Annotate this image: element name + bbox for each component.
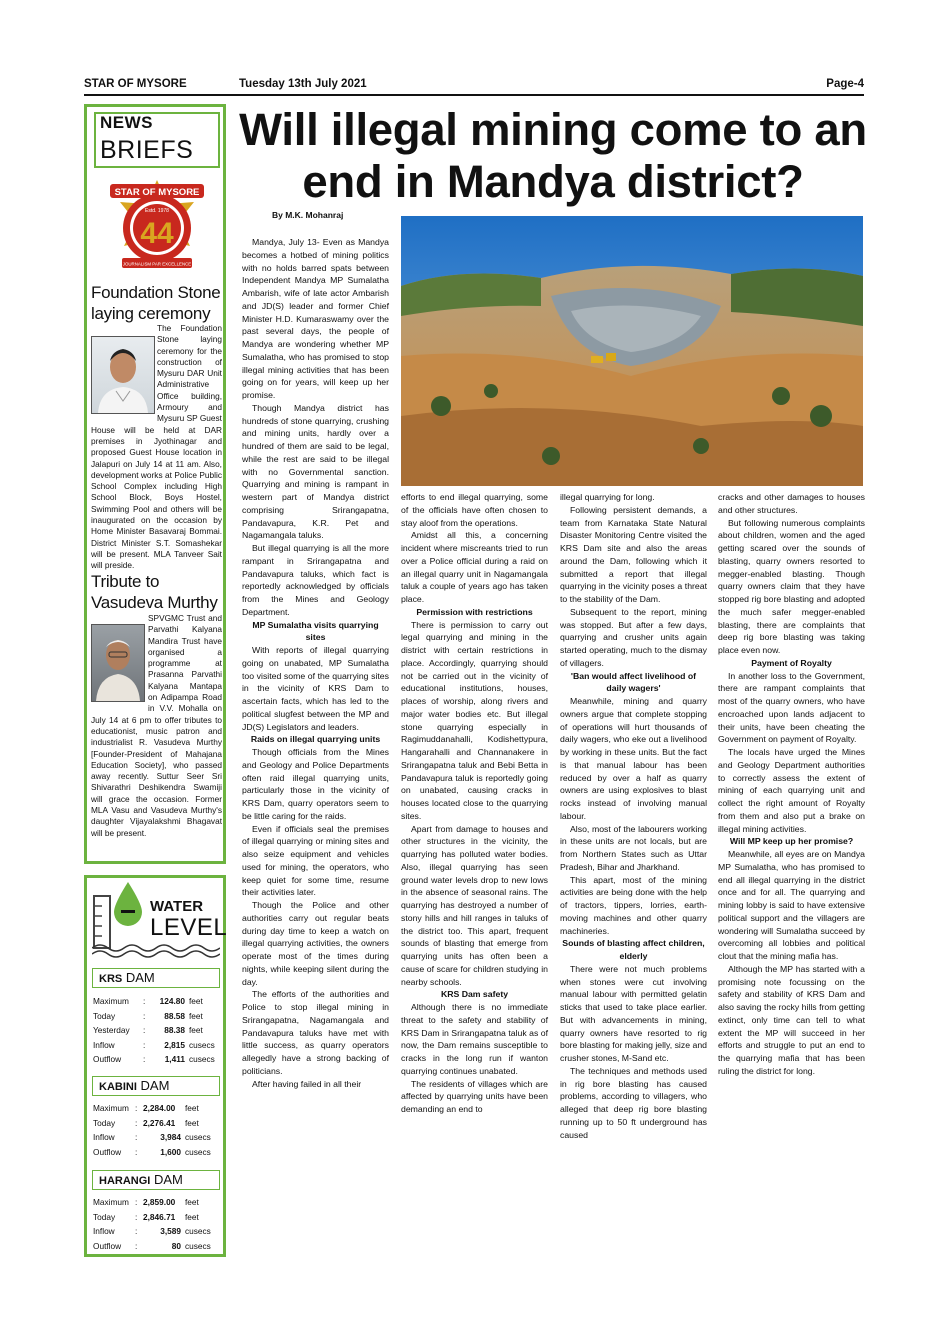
dam-header-kabini: KABINI DAM (92, 1076, 220, 1096)
byline: By M.K. Mohanraj (272, 210, 344, 220)
subheading: Raids on illegal quarrying units (250, 734, 381, 745)
table-row: Today : 2,276.41 feet (93, 1117, 199, 1128)
article-column-3 (560, 491, 707, 1141)
subheading: Will MP keep up her promise? (729, 836, 854, 847)
paragraph: The residents of villages which are affected by quarrying units have been demanding an end to (401, 1078, 548, 1114)
level-label: LEVEL (150, 914, 228, 941)
table-row: Inflow : 3,589 cusecs (93, 1226, 211, 1237)
masthead (84, 78, 864, 92)
subheading: Sounds of blasting affect children, elderly (562, 938, 705, 961)
article-column-4 (718, 491, 865, 1078)
table-row: Maximum : 124.80 feet (93, 996, 203, 1006)
paragraph: Also, most of the labourers working in these units are not locals, but are from Northern States such as Uttar Pradesh, Bihar and Jharkhand. (560, 823, 707, 872)
brief-text-foundation: The Foundation Stone laying ceremony for the construction of Mysuru DAR Unit Administrative Office building, Armoury and Mysuru SP Guest House will be held at DAR premises in Jyothinagar and proposed Guest House location in Jalapuri on July 14 at 11 am. Also, development works at Police Public School Complex including High School Block, Boys Hostel, Swimming Pool and others will be inaugurated on the occasion by Home Minister Basavaraj Bommai. District Minister S.T. Somashekar will be present. MLA Tanveer Sait will preside. (91, 323, 222, 571)
subheading: MP Sumalatha visits quarrying sites (252, 619, 379, 643)
table-row: Maximum : 2,284.00 feet (93, 1103, 199, 1113)
paragraph: Even if officials seal the premises of illegal quarrying or mining sites and also seize equipment and vehicles used for mining, the operators, who keep quiet for some time, resume their activities later. (242, 823, 389, 898)
paragraph: After having failed in all their (252, 1078, 362, 1089)
paragraph: Although the MP has started with a promising note focussing on the safety and stability of KRS Dam and also saving the rocky hills from getting extinct, only time can tell to what extent the MP will succeed in her efforts and struggle to put an end to the quarrying mafia that has been ruling the district for long. (718, 963, 865, 1076)
article-column-2 (401, 491, 548, 1116)
paragraph: Amidst all this, a concerning incident where miscreants tried to run over a Police official during a raid on an illegal quarry unit in Nagamangala taluk a couple of years ago has taken place. (401, 530, 548, 604)
article-column-1 (242, 236, 389, 1090)
paragraph: illegal quarrying for long. (560, 492, 655, 502)
paragraph: Apart from damage to houses and other structures in the vicinity, the quarrying has polluted water bodies. Also, illegal quarrying has seen ground water levels drop to new lows in the absence of seasonal rains. The quarrying has destroyed a number of stony hills and hill ranges in taluks of the district too. This apart, frequent sounds of blasting that emerge from quarrying units has often been a cause of scare for children studying in nearby schools. (401, 823, 548, 987)
paragraph: Following persistent demands, a team from Karnataka State Natural Disaster Monitoring Centre visited the KRS Dam site and also the areas around the Dam, following which it submitted a report that illegal quarrying in the vicinity poses a threat to the stability of the Dam. (560, 504, 707, 604)
paragraph: efforts to end illegal quarrying, some of the officials have often chosen to stay aloof from the operations. (401, 492, 548, 528)
paragraph: Though officials from the Mines and Geology and Police Departments often raid illegal quarrying units, particularly those in the vicinity of KRS Dam, quarry operators seem to be little caring for the raids. (242, 747, 389, 821)
star-of-mysore-logo (98, 176, 216, 280)
page-headline: Will illegal mining come to an end in Mandya district? (239, 104, 867, 207)
table-row: Outflow : 1,411 cusecs (93, 1054, 215, 1065)
table-row: Maximum : 2,859.00 feet (93, 1197, 199, 1207)
briefs-label: BRIEFS (100, 136, 194, 164)
paragraph: This apart, most of the mining activities are being done with the help of tractors, tippers, lorries, earth-moving machines and other quarry machineries. (560, 874, 707, 936)
paragraph: Subsequent to the report, mining was stopped. But after a few days, quarrying and crusher units again started operating, much to the dismay of villagers. (560, 606, 707, 668)
paragraph: In another loss to the Government, there are rampant complaints that most of the quarry owners, who have encroached upon lands adjacent to their units, have been cheating the Government on payment of Royalty. (718, 670, 865, 745)
paragraph: Though Mandya district has hundreds of stone quarrying, crushing and mining units, hardly over a hundred of them are said to be legal, while the rest are said to be illegal with no Governmental sanction. Quarrying and mining is rampant in western part of Mandya district comprising Srirangapatna, Pandavapura, K.R. Pet and Nagamangala taluks. (242, 402, 389, 541)
paragraph: Meanwhile, mining and quarry owners argue that complete stopping of operations will hurt thousands of daily wagers, who eke out a livelihood by working in these units. But the fact is that manual labour has been reduced by over a half as quarry owners are using explosives to blast rocks instead of involving manual labour. (560, 696, 707, 821)
masthead-rule (84, 94, 864, 96)
paragraph: Although there is no immediate threat to the safety and stability of KRS Dam in Srirangapatna taluk as of now, the Dam remains susceptible to cracks in the long run if wanton quarrying continues unabated. (401, 1002, 548, 1076)
dam-table-krs (93, 994, 215, 1067)
subheading: KRS Dam safety (440, 989, 509, 1000)
paper-name: STAR OF MYSORE (84, 78, 187, 90)
brief-heading-tribute: Tribute to Vasudeva Murthy (91, 572, 218, 612)
table-row: Today : 88.58 feet (93, 1010, 203, 1021)
paragraph: Meanwhile, all eyes are on Mandya MP Sumalatha, who has promised to end all illegal quarrying in the district once and for all. The quarrying and mining lobby is said to have extensive political support and the villagers are wondering will Sumalatha succeed by overcoming all lobbies and political clout that the mining mafia has. (718, 849, 865, 961)
paragraph: cracks and other damages to houses and other structures. (718, 492, 865, 515)
water-label: WATER (150, 898, 204, 915)
logo-number: 44 (140, 217, 174, 250)
paragraph: There were not much problems when stones were cut involving manual labour with permitted gelatin sticks that used to take place earlier. But with advancements in mining, quarry owners have resorted to rig bore blasting for making jelly, size and crusher stones, M-Sand etc. (560, 963, 707, 1063)
logo-title: STAR OF MYSORE (114, 187, 200, 198)
dam-table-harangi (93, 1195, 211, 1253)
issue-date: Tuesday 13th July 2021 (239, 78, 367, 90)
paragraph: Though the Police and other authorities carry out regular beats during day time to keep a watch on illegal quarrying activities, the owners operate most of the times during nights, while keeping silent during the day. (242, 900, 389, 987)
wave-decoration (92, 942, 220, 958)
dam-header-harangi: HARANGI DAM (92, 1170, 220, 1190)
page-number: Page-4 (826, 78, 864, 90)
paragraph: With reports of illegal quarrying going on unabated, MP Sumalatha too visited some of the quarrying sites in the vicinity of KRS Dam to ascertain facts, which has led to the political slugfest between the MP and JD(S) Legislators and leaders. (242, 645, 389, 732)
subheading: Permission with restrictions (416, 606, 533, 617)
quarry-photo (401, 216, 863, 486)
paragraph: But following numerous complaints about children, women and the aged getting scared over the sounds of blasting, quarry owners resorted to megger-enabled blasting. Though quarry owners claim that they have stopped rig bore blasting and adopted the much safer megger-enabled blasting, there are complaints that deep rig bore blasting was taking place even now. (718, 517, 865, 655)
paragraph: The efforts of the authorities and Police to stop illegal mining in Srirangapatna, Nagamangala and Pandavapura taluks have met with little success, as quarry operators allegedly have a strong backing of politicians. (242, 989, 389, 1076)
news-label: NEWS (100, 113, 153, 132)
table-row: Today : 2,846.71 feet (93, 1211, 199, 1222)
paragraph: The techniques and methods used in rig bore blasting has caused problems, according to villagers, who alleged that deep rig bore blasting running up to 50 ft underground has caused (560, 1065, 707, 1140)
logo-estd: Estd. 1978 (145, 208, 169, 214)
dam-table-kabini (93, 1101, 211, 1159)
brief-heading-foundation: Foundation Stone laying ceremony (91, 283, 221, 323)
paragraph: The locals have urged the Mines and Geology Department authorities to correctly assess the extent of mining of each quarrying unit and collect the right amount of Royalty from them and also put a brake on illegal mining activities. (718, 747, 865, 834)
table-row: Inflow : 3,984 cusecs (93, 1132, 211, 1143)
subheading: Payment of Royalty (751, 657, 832, 668)
subheading: 'Ban would affect livelihood of daily wagers' (570, 670, 697, 694)
paragraph: Mandya, July 13- Even as Mandya becomes a hotbed of mining politics with no holds barred spats between Independent Mandya MP Sumalatha Ambarish, wife of late actor Ambarish and JD(S) leader and former Chief Minister H.D. Kumaraswamy over the past several days, the people of Mandya are wondering whether MP Sumalatha, who has promised to stop illegal mining activities that has been going on for years, will keep up her promise. (242, 237, 389, 400)
brief-text-tribute: SPVGMC Trust and Parvathi Kalyana Mandira Trust have organised a programme at Prasanna Parvathi Kalyana Mantapa on Adipampa Road in V.V. Mohalla on July 14 at 6 pm to offer tributes to educationist, music patron and industrialist R. Vasudeva Murthy [Founder-President of Mahajana Education Society], who passed away recently. Suttur Seer Sri Shivarathri Deshikendra Swamiji will grace the occasion. Former MLA Vasu and Vasudeva Murthy's daughter Vijayalakshmi Bhagavat will be present. (91, 613, 222, 838)
table-row: Outflow : 1,600 cusecs (93, 1146, 211, 1157)
paragraph: But illegal quarrying is all the more rampant in Srirangapatna and Pandavapura taluks, which fact is reportedly acknowledged by officials from the Mines and Geology Department. (242, 543, 389, 617)
table-row: Outflow : 80 cusecs (93, 1240, 211, 1251)
paragraph: There is permission to carry out legal quarrying and mining in the district with certain restrictions in place. Accordingly, quarrying should not be carried out in the vicinity of educational institutions, houses, places of worship, along rivers and major water bodies etc. But illegal stone quarrying especially in Ragimuddanahalli, Kodishettypura, Hangarahalli and Channanakere in Srirangapatna taluk and Bebi Betta in Pandavapura taluk is reportedly going on unabated, causing cracks in houses located close to the quarrying sites. (401, 619, 548, 821)
dam-header-krs: KRS DAM (92, 968, 220, 988)
logo-tagline: JOURNALISM PAR EXCELLENCE (122, 261, 192, 267)
table-row: Yesterday : 88.38 feet (93, 1025, 203, 1036)
table-row: Inflow : 2,815 cusecs (93, 1039, 215, 1050)
